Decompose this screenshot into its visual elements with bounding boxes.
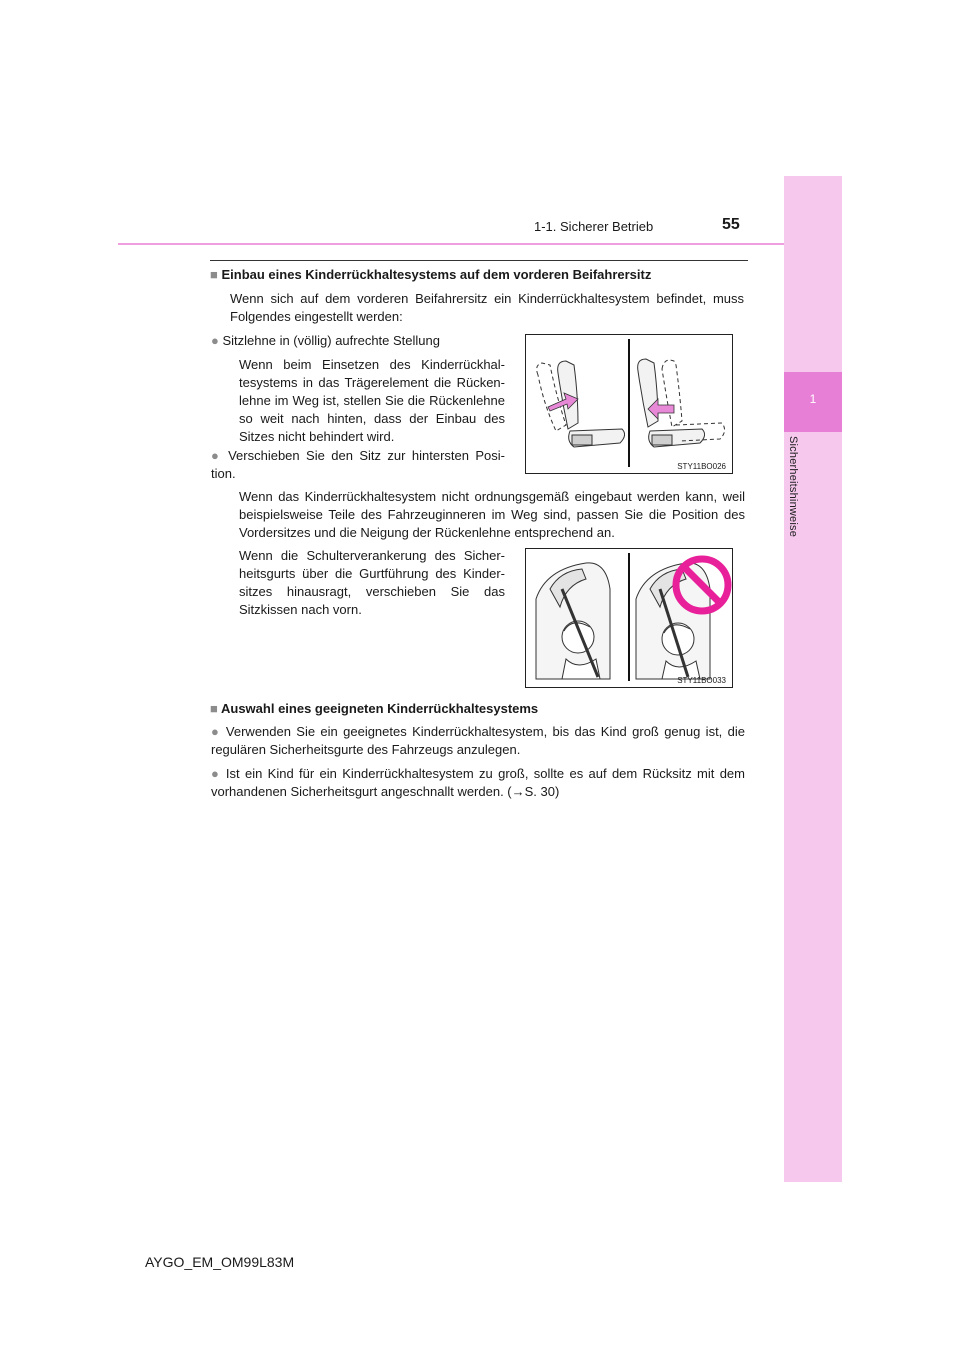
square-bullet-icon: ■: [210, 267, 218, 282]
bullet-item: ● Verwenden Sie ein geeignetes Kinderrückhaltesystem, bis das Kind groß genug ist, die regulären Sicherheitsgurte des Fahrzeugs anzulegen.: [211, 724, 745, 757]
seat-illustration: [526, 335, 732, 473]
section-intro: Wenn sich auf dem vorderen Beifahrersitz ein Kinderrückhaltesystem befindet, muss Folgendes eingestellt werden:: [230, 291, 744, 324]
child-seat-belt-figure: [525, 548, 733, 688]
dot-bullet-icon: ●: [211, 333, 219, 348]
bullet-title: ● Verschieben Sie den Sitz zur hintersten Posi-tion.: [211, 448, 505, 481]
bullet-text: Wenn das Kinderrückhaltesystem nicht ordnungsgemäß eingebaut werden kann, weil beispielsweise Teile des Fahrzeuginneren im Weg sind, passen Sie die Position des Vordersitzes und die Neigung der Rückenlehne entsprechend an.: [239, 489, 745, 540]
chapter-number: 1: [809, 392, 817, 406]
section-heading: ■ Auswahl eines geeigneten Kinderrückhaltesystems: [210, 701, 539, 716]
figure-code: STY11BO033: [677, 676, 726, 685]
child-belt-illustration: [526, 549, 732, 687]
section-title: 1-1. Sicherer Betrieb: [534, 219, 654, 234]
dot-bullet-icon: ●: [211, 724, 221, 739]
dot-bullet-icon: ●: [211, 766, 221, 781]
page-number: 55: [722, 216, 740, 233]
seat-adjustment-figure: [525, 334, 733, 474]
section-heading: ■ Einbau eines Kinderrückhaltesystems auf dem vorderen Beifahrersitz: [210, 267, 652, 282]
bullet-text-2: Wenn die Schulterverankerung des Sicher-heitsgurts über die Gurtführung des Kinder-sitzes hinausragt, verschieben Sie das Sitzkissen nach vorn.: [239, 548, 505, 617]
bullet-text: Wenn beim Einsetzen des Kinderrückhal-tesystems in das Trägerelement die Rücken-lehne im Weg ist, stellen Sie die Rückenlehne so weit nach hinten, dass der Einbau des Sitzes nicht behindert wird.: [239, 357, 505, 444]
chapter-side-tab: [784, 176, 842, 1182]
header-divider: [118, 243, 784, 245]
square-bullet-icon: ■: [210, 701, 218, 716]
document-id: AYGO_EM_OM99L83M: [145, 1254, 295, 1270]
bullet-title: ● Sitzlehne in (völlig) aufrechte Stellung: [211, 333, 440, 348]
chapter-label: Sicherheitshinweise: [787, 436, 799, 538]
section-rule: [210, 260, 748, 261]
dot-bullet-icon: ●: [211, 448, 222, 463]
figure-code: STY11BO026: [677, 462, 726, 471]
bullet-item: ● Ist ein Kind für ein Kinderrückhaltesystem zu groß, sollte es auf dem Rücksitz mit dem vorhandenen Sicherheitsgurt angeschnallt werden. (→S. 30): [211, 766, 745, 799]
